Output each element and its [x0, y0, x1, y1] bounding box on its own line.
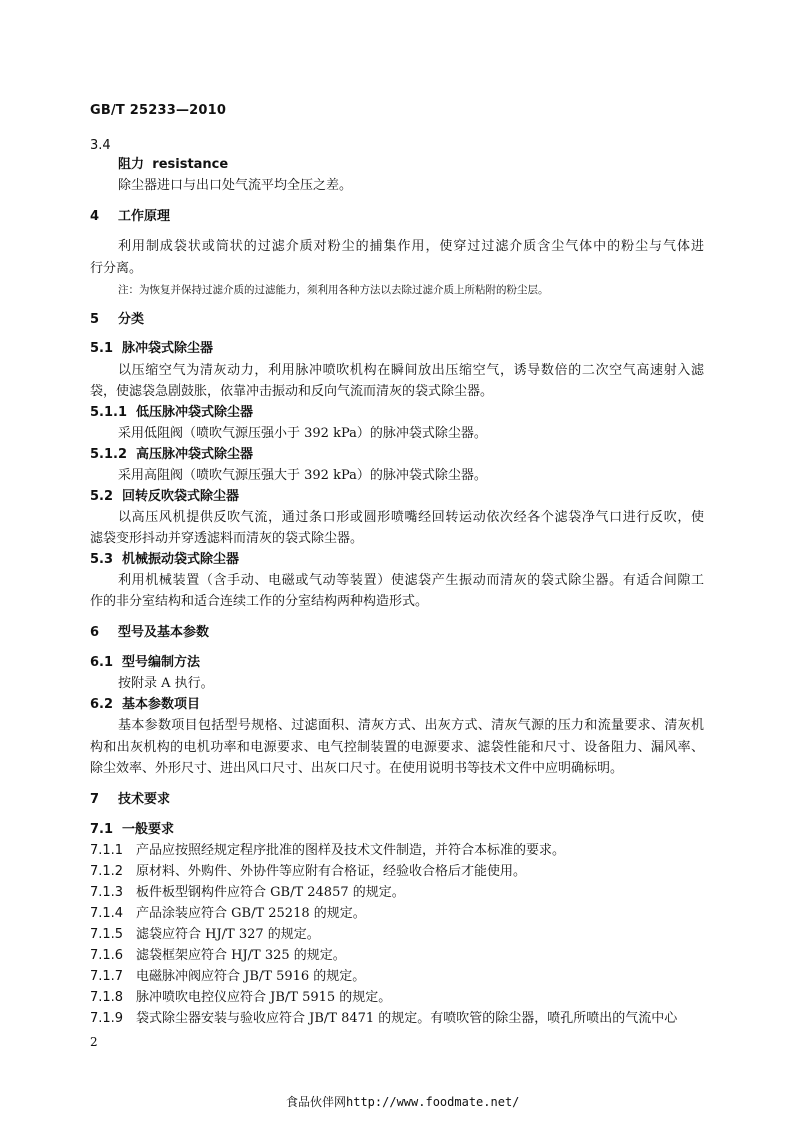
term-zh: 阻力 [118, 157, 145, 172]
section-4-paragraph-line2: 行分离。 [90, 261, 143, 276]
clause-3-4-number: 3.4 [90, 138, 111, 153]
section-7-heading: 7 技术要求 [90, 792, 171, 807]
clause-7-1-5: 7.1.5 滤袋应符合 HJ/T 327 的规定。 [90, 927, 320, 942]
clause-5-1-2-heading: 5.1.2 高压脉冲袋式除尘器 [90, 447, 254, 462]
clause-6-2-heading: 6.2 基本参数项目 [90, 697, 201, 712]
page-number: 2 [90, 1035, 98, 1049]
clause-6-2-line3: 除尘效率、外形尺寸、进出风口尺寸、出灰口尺寸。在使用说明书等技术文件中应明确标明。 [90, 761, 624, 776]
clause-7-1-9: 7.1.9 袋式除尘器安装与验收应符合 JB/T 8471 的规定。有喷吹管的除尘器，喷孔所喷出的气流中心 [90, 1011, 678, 1026]
clause-5-3-heading: 5.3 机械振动袋式除尘器 [90, 552, 240, 567]
clause-5-2-line1: 以高压风机提供反吹气流，通过条口形或圆形喷嘴经回转运动依次经各个滤袋净气口进行反吹，使 [118, 510, 704, 525]
clause-7-1-8: 7.1.8 脉冲喷吹电控仪应符合 JB/T 5915 的规定。 [90, 990, 392, 1005]
section-4-paragraph-line1: 利用制成袋状或筒状的过滤介质对粉尘的捕集作用，使穿过过滤介质含尘气体中的粉尘与气体进 [118, 239, 704, 254]
clause-5-1-1-heading: 5.1.1 低压脉冲袋式除尘器 [90, 405, 254, 420]
clause-7-1-7: 7.1.7 电磁脉冲阀应符合 JB/T 5916 的规定。 [90, 969, 366, 984]
clause-5-1-1-text: 采用低阻阀（喷吹气源压强小于 392 kPa）的脉冲袋式除尘器。 [118, 426, 487, 441]
clause-5-3-line2: 作的非分室结构和适合连续工作的分室结构两种构造形式。 [90, 594, 429, 609]
clause-7-1-3: 7.1.3 板件板型钢构件应符合 GB/T 24857 的规定。 [90, 885, 405, 900]
term-en: resistance [152, 157, 229, 172]
footer-source-link[interactable]: 食品伙伴网http://www.foodmate.net/ [286, 1095, 520, 1109]
clause-7-1-4: 7.1.4 产品涂装应符合 GB/T 25218 的规定。 [90, 906, 366, 921]
term-heading [118, 157, 228, 173]
clause-5-2-line2: 滤袋变形抖动并穿透滤料而清灰的袋式除尘器。 [90, 531, 364, 546]
section-5-heading: 5 分类 [90, 312, 145, 327]
clause-5-1-line2: 袋，使滤袋急剧鼓胀，依靠冲击振动和反向气流而清灰的袋式除尘器。 [90, 384, 494, 399]
clause-5-1-heading: 5.1 脉冲袋式除尘器 [90, 341, 214, 356]
section-6-heading: 6 型号及基本参数 [90, 625, 210, 640]
section-4-note: 注：为恢复并保持过滤介质的过滤能力，须利用各种方法以去除过滤介质上所粘附的粉尘层。 [118, 284, 549, 296]
clause-5-1-2-text: 采用高阻阀（喷吹气源压强大于 392 kPa）的脉冲袋式除尘器。 [118, 468, 487, 483]
term-definition: 除尘器进口与出口处气流平均全压之差。 [118, 178, 353, 193]
clause-6-2-line1: 基本参数项目包括型号规格、过滤面积、清灰方式、出灰方式、清灰气源的压力和流量要求、清灰机 [118, 718, 704, 733]
clause-5-2-heading: 5.2 回转反吹袋式除尘器 [90, 489, 240, 504]
clause-7-1-6: 7.1.6 滤袋框架应符合 HJ/T 325 的规定。 [90, 948, 346, 963]
standard-code: GB/T 25233—2010 [90, 103, 227, 118]
clause-6-1-text: 按附录 A 执行。 [118, 676, 214, 691]
clause-6-2-line2: 构和出灰机构的电机功率和电源要求、电气控制装置的电源要求、滤袋性能和尺寸、设备阻力、漏风率、 [90, 740, 704, 755]
clause-7-1-2: 7.1.2 原材料、外购件、外协件等应附有合格证，经验收合格后才能使用。 [90, 864, 527, 879]
clause-7-1-heading: 7.1 一般要求 [90, 822, 175, 837]
clause-6-1-heading: 6.1 型号编制方法 [90, 655, 201, 670]
clause-5-3-line1: 利用机械装置（含手动、电磁或气动等装置）使滤袋产生振动而清灰的袋式除尘器。有适合间隙工 [118, 573, 704, 588]
clause-5-1-line1: 以压缩空气为清灰动力，利用脉冲喷吹机构在瞬间放出压缩空气，诱导数倍的二次空气高速射入滤 [118, 363, 704, 378]
clause-7-1-1: 7.1.1 产品应按照经规定程序批准的图样及技术文件制造，并符合本标准的要求。 [90, 843, 566, 858]
section-4-heading: 4 工作原理 [90, 209, 171, 224]
